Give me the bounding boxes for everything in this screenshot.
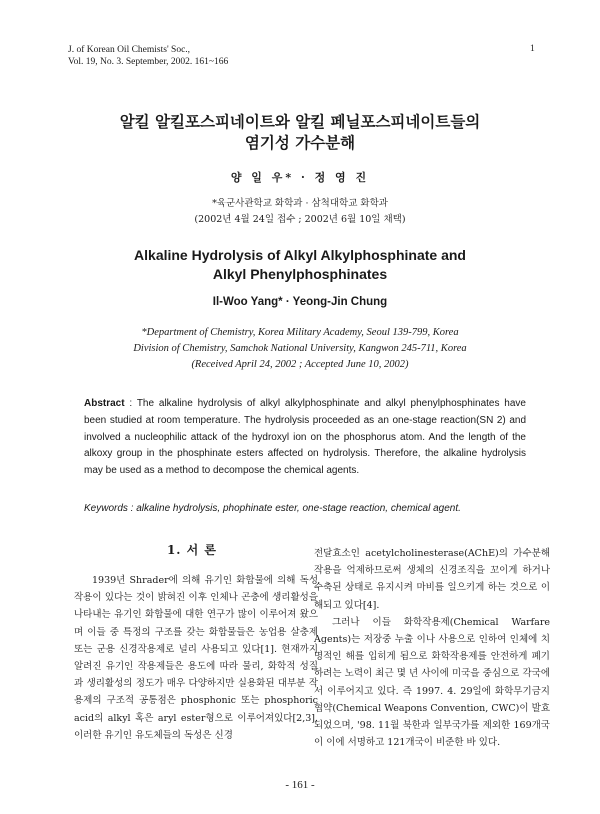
paragraph: 전달효소인 acetylcholinesterase(AChE)의 가수분해 작용을 억제하므로써 생체의 신경조직을 꼬이게 하거나 수축된 상태로 유지시켜 마비를 일으키게 하는 것으로 이해되고 있다[4].	[314, 548, 550, 611]
abstract-text: : The alkaline hydrolysis of alkyl alkylphosphinate and alkyl phenylphosphinates have been studied at room temperature. The hydrolysis proceeded as an one-stage reaction(SN 2) and involved a nucleophilic attack of the hydroxyl ion on the phosphorus atom. And the length of the alkoxy group in the phosphinate esters affected on hydrolysis. Therefore, the alkaline hydrolysis may be used as a method to decompose the chemical agents.	[84, 398, 526, 477]
english-authors: Il-Woo Yang* · Yeong-Jin Chung	[212, 296, 388, 308]
page-footer-number: - 161 -	[285, 779, 315, 791]
abstract	[84, 396, 526, 480]
section-heading-introduction: 1. 서 론	[166, 543, 218, 557]
korean-affiliation-text: *육군사관학교 화학과 · 삼척대학교 화학과	[212, 198, 388, 209]
english-dates: (Received April 24, 2002 ; Accepted June 10, 2002)	[191, 359, 409, 370]
english-title	[0, 246, 600, 284]
journal-citation	[68, 44, 228, 68]
english-affiliation-line1: *Department of Chemistry, Korea Military Academy, Seoul 139-799, Korea	[141, 327, 459, 338]
body-left-column	[74, 572, 318, 744]
journal-name: J. of Korean Oil Chemists' Soc.,	[68, 45, 191, 55]
korean-title	[0, 111, 600, 153]
paragraph: 1939년 Shrader에 의해 유기인 화합물에 의해 독성작용이 있다는 것이 밝혀진 이후 인체나 곤충에 생리활성을 나타내는 유기인 화합물에 대한 연구가 많이 이루어져 왔으며 이들 중 특정의 구조를 갖는 화합물들은 농업용 살충제 또는 군용 신경작용제로 널리 사용되고 있다[1]. 현재까지 알려진 유기인 작용제들은 용도에 따라 물리, 화학적 성질과 생리활성의 정도가 매우 다양하지만 실용화된 대부분 작용제의 구조적 공통점은 phosphonic 또는 phosphoric acid의 alkyl 혹은 aryl ester형으로 이루어져있다[2,3]. 이러한 유기인 유도체들의 독성은 신경	[74, 575, 318, 741]
english-affiliation	[0, 325, 600, 373]
english-affiliation-line2: Division of Chemistry, Samchok National University, Kangwon 245-711, Korea	[133, 343, 467, 354]
body-right-column	[314, 545, 550, 751]
korean-affiliation	[0, 196, 600, 228]
journal-volume: Vol. 19, No. 3. September, 2002. 161~166	[68, 57, 229, 67]
english-title-line1: Alkaline Hydrolysis of Alkyl Alkylphosphinate and	[134, 247, 466, 263]
page-number-top: 1	[530, 44, 535, 54]
korean-authors: 양 일 우* · 정 영 진	[230, 171, 370, 184]
english-title-line2: Alkyl Phenylphosphinates	[212, 266, 388, 282]
paragraph: 그러나 이들 화학작용제(Chemical Warfare Agents)는 저장중 누출 이나 사용으로 인하여 인체에 치명적인 해를 입히게 됨으로 화학작용제를 안전하게 폐기하려는 노력이 최근 몇 년 사이에 미국을 중심으로 각국에서 이루어지고 있다. 즉 1997. 4. 29일에 화학무기금지협약(Chemical Weapons Convention, CWC)이 발효되었으며, '98. 11월 북한과 일부국가를 제외한 169개국이 이에 서명하고 121개국이 비준한 바 있다.	[314, 616, 550, 749]
korean-title-line2: 염기성 가수분해	[244, 133, 356, 152]
keywords: Keywords : alkaline hydrolysis, phophinate ester, one-stage reaction, chemical agent.	[84, 503, 461, 514]
abstract-label: Abstract	[84, 398, 125, 409]
korean-dates: (2002년 4월 24일 접수 ; 2002년 6월 10일 채택)	[194, 214, 406, 225]
korean-title-line1: 알킬 알킬포스피네이트와 알킬 페닐포스피네이트들의	[119, 112, 481, 131]
